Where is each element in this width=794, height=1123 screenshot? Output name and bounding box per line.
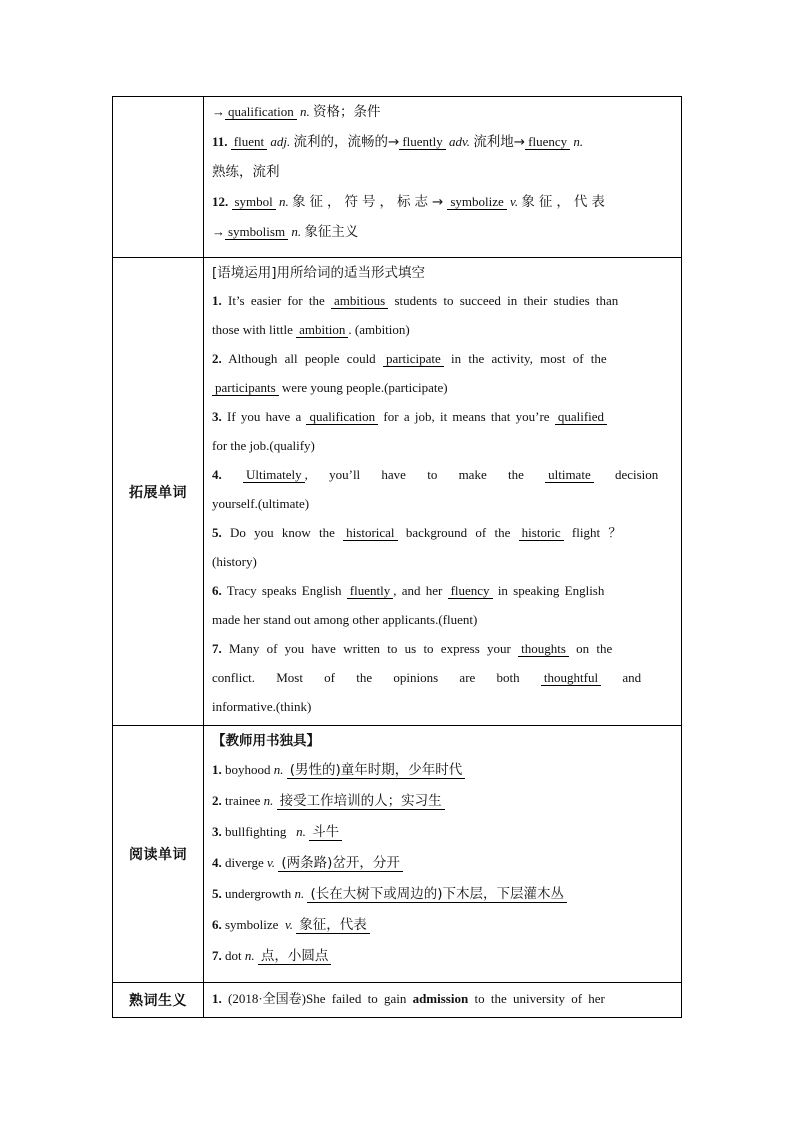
meaning: 象征，代表 [521, 194, 609, 210]
sentence-text: Although all people could [228, 351, 376, 366]
list-item [212, 402, 673, 431]
meaning: 流利地→ [473, 134, 526, 150]
answer-blank: fluent [231, 134, 267, 150]
sentence-text: , and her [393, 583, 443, 598]
heading-tag: [语境运用] [212, 265, 277, 281]
part-of-speech: v. [284, 917, 293, 932]
answer-blank: qualified [555, 409, 607, 425]
meaning: 熟练，流利 [212, 164, 280, 180]
list-item [212, 489, 673, 518]
item-number: 3. [212, 409, 222, 424]
answer-blank: qualification [306, 409, 378, 425]
sentence-text: those with little [212, 322, 293, 337]
item-number: 6. [212, 583, 222, 598]
sentence-text: flight ？ [571, 525, 622, 540]
item-number: 3. [212, 824, 222, 839]
list-item [212, 663, 673, 692]
row-label: 熟词生义 [113, 983, 204, 1018]
item-number: 12. [212, 194, 229, 209]
list-item [212, 217, 673, 247]
answer-blank: symbolize [447, 194, 506, 210]
answer-blank: fluency [448, 583, 493, 599]
list-item [212, 785, 673, 816]
sentence-text: Tracy speaks English [226, 583, 342, 598]
item-number: 1. [212, 762, 222, 777]
list-item [212, 816, 673, 847]
part-of-speech: n. [279, 194, 289, 209]
list-item [212, 754, 673, 785]
item-number: 4. [212, 467, 222, 482]
sentence-text: (2018·全国卷)She failed to gain [228, 991, 407, 1006]
list-item [212, 127, 673, 157]
item-number: 7. [212, 641, 222, 656]
answer-blank: 斗牛 [309, 825, 342, 841]
item-number: 1. [212, 293, 222, 308]
answer-blank: fluently [399, 134, 445, 150]
answer-blank: 象征，代表 [296, 918, 370, 934]
sentence-text: for a job, it means that you’re [383, 409, 550, 424]
row-label: 阅读单词 [113, 726, 204, 983]
sentence-text: If you have a [227, 409, 302, 424]
list-item [212, 985, 673, 1013]
answer-blank: 接受工作培训的人；实习生 [277, 794, 445, 810]
answer-blank: qualification [225, 104, 297, 120]
word: trainee [225, 793, 261, 808]
row-label: 拓展单词 [113, 258, 204, 726]
sentence-text: decision [614, 467, 659, 482]
list-item [212, 344, 673, 373]
list-item [212, 431, 673, 460]
list-item [212, 940, 673, 971]
vocabulary-table-page [112, 96, 682, 1018]
item-number: 1. [212, 991, 222, 1006]
meaning: 象征，符号，标志→ [292, 194, 448, 210]
answer-blank: ultimate [545, 467, 594, 483]
item-number: 4. [212, 855, 222, 870]
word: undergrowth [225, 886, 292, 901]
vocabulary-table [112, 96, 682, 1018]
exercise-heading [212, 260, 673, 286]
answer-blank: Ultimately [243, 467, 305, 483]
item-number: 2. [212, 351, 222, 366]
part-of-speech: n. [291, 224, 302, 239]
answer-blank: thoughts [518, 641, 569, 657]
sentence-text: informative.(think) [212, 699, 312, 714]
part-of-speech: n. [573, 134, 584, 149]
list-item [212, 518, 673, 547]
answer-blank: ambitious [331, 293, 388, 309]
meaning: 象征主义 [304, 224, 359, 240]
sentence-text: for the job.(qualify) [212, 438, 315, 453]
heading-text: 用所给词的适当形式填空 [276, 265, 426, 281]
item-number: 6. [212, 917, 222, 932]
exercise-cell [204, 258, 682, 726]
part-of-speech: n. [299, 104, 310, 119]
word: bullfighting [225, 824, 287, 839]
table-row [113, 726, 682, 983]
answer-blank: symbolism [225, 224, 288, 240]
sentence-text: to the university of her [474, 991, 605, 1006]
part-of-speech: n. [273, 762, 284, 777]
part-of-speech: n. [244, 948, 255, 963]
sentence-text: on the [576, 641, 613, 656]
item-number: 11. [212, 134, 228, 149]
list-item [212, 605, 673, 634]
arrow-icon: → [212, 224, 225, 239]
sentence-text: Do you know the [230, 525, 335, 540]
answer-blank: participate [383, 351, 444, 367]
list-item [212, 547, 673, 576]
answer-blank: historical [343, 525, 397, 541]
part-of-speech: n. [263, 793, 274, 808]
sentence-text: and [622, 670, 642, 685]
meaning: 资格；条件 [312, 104, 381, 120]
list-item [212, 634, 673, 663]
list-item [212, 315, 673, 344]
table-row [113, 97, 682, 258]
part-of-speech: v. [510, 194, 519, 209]
sentence-text: made her stand out among other applicants.(fluent) [212, 612, 478, 627]
sentence-text: yourself.(ultimate) [212, 496, 310, 511]
answer-blank: symbol [232, 194, 276, 210]
list-item [212, 692, 673, 721]
row-label [113, 97, 204, 258]
list-item [212, 187, 673, 217]
item-number: 5. [212, 525, 222, 540]
sentence-text: Many of you have written to us to express your [229, 641, 511, 656]
part-of-speech: adj. [270, 134, 291, 149]
word: symbolize [225, 917, 279, 932]
part-of-speech: n. [296, 824, 306, 839]
teacher-heading [212, 728, 673, 754]
answer-blank: historic [519, 525, 564, 541]
meaning: 流利的，流畅的→ [293, 134, 400, 150]
part-of-speech: adv. [449, 134, 471, 149]
list-item [212, 460, 673, 489]
part-of-speech: n. [294, 886, 305, 901]
arrow-icon: → [212, 104, 225, 119]
word-forms-cell [204, 97, 682, 258]
table-row [113, 258, 682, 726]
key-word: admission [412, 991, 469, 1006]
sentence-text: students to succeed in their studies than [394, 293, 619, 308]
answer-blank: (长在大树下或周边的)下木层，下层灌木丛 [307, 887, 567, 903]
list-item [212, 97, 673, 127]
list-item [212, 157, 673, 187]
sentence-text: conflict. Most of the opinions are both [212, 670, 520, 685]
list-item [212, 373, 673, 402]
list-item [212, 878, 673, 909]
sentence-text: It’s easier for the [228, 293, 325, 308]
list-item [212, 286, 673, 315]
item-number: 7. [212, 948, 222, 963]
familiar-words-cell [204, 983, 682, 1018]
word: dot [225, 948, 242, 963]
sentence-text: , you’ll have to make the [304, 467, 524, 482]
list-item [212, 576, 673, 605]
list-item [212, 909, 673, 940]
answer-blank: fluency [525, 134, 570, 150]
table-row [113, 983, 682, 1018]
list-item [212, 847, 673, 878]
sentence-text: background of the [405, 525, 511, 540]
sentence-text: . (ambition) [348, 322, 410, 337]
item-number: 2. [212, 793, 222, 808]
answer-blank: ambition [296, 322, 348, 338]
item-number: 5. [212, 886, 222, 901]
sentence-text: in speaking English [497, 583, 605, 598]
answer-blank: participants [212, 380, 279, 396]
answer-blank: (两条路)岔开，分开 [278, 856, 403, 872]
sentence-text: (history) [212, 554, 257, 569]
sentence-text: were young people.(participate) [281, 380, 448, 395]
heading-text: 【教师用书独具】 [212, 733, 320, 749]
part-of-speech: v. [267, 855, 276, 870]
answer-blank: (男性的)童年时期，少年时代 [287, 763, 466, 779]
sentence-text: in the activity, most of the [451, 351, 607, 366]
reading-words-cell [204, 726, 682, 983]
answer-blank: 点，小圆点 [258, 949, 332, 965]
answer-blank: fluently [347, 583, 393, 599]
word: boyhood [225, 762, 271, 777]
word: diverge [225, 855, 264, 870]
answer-blank: thoughtful [541, 670, 601, 686]
